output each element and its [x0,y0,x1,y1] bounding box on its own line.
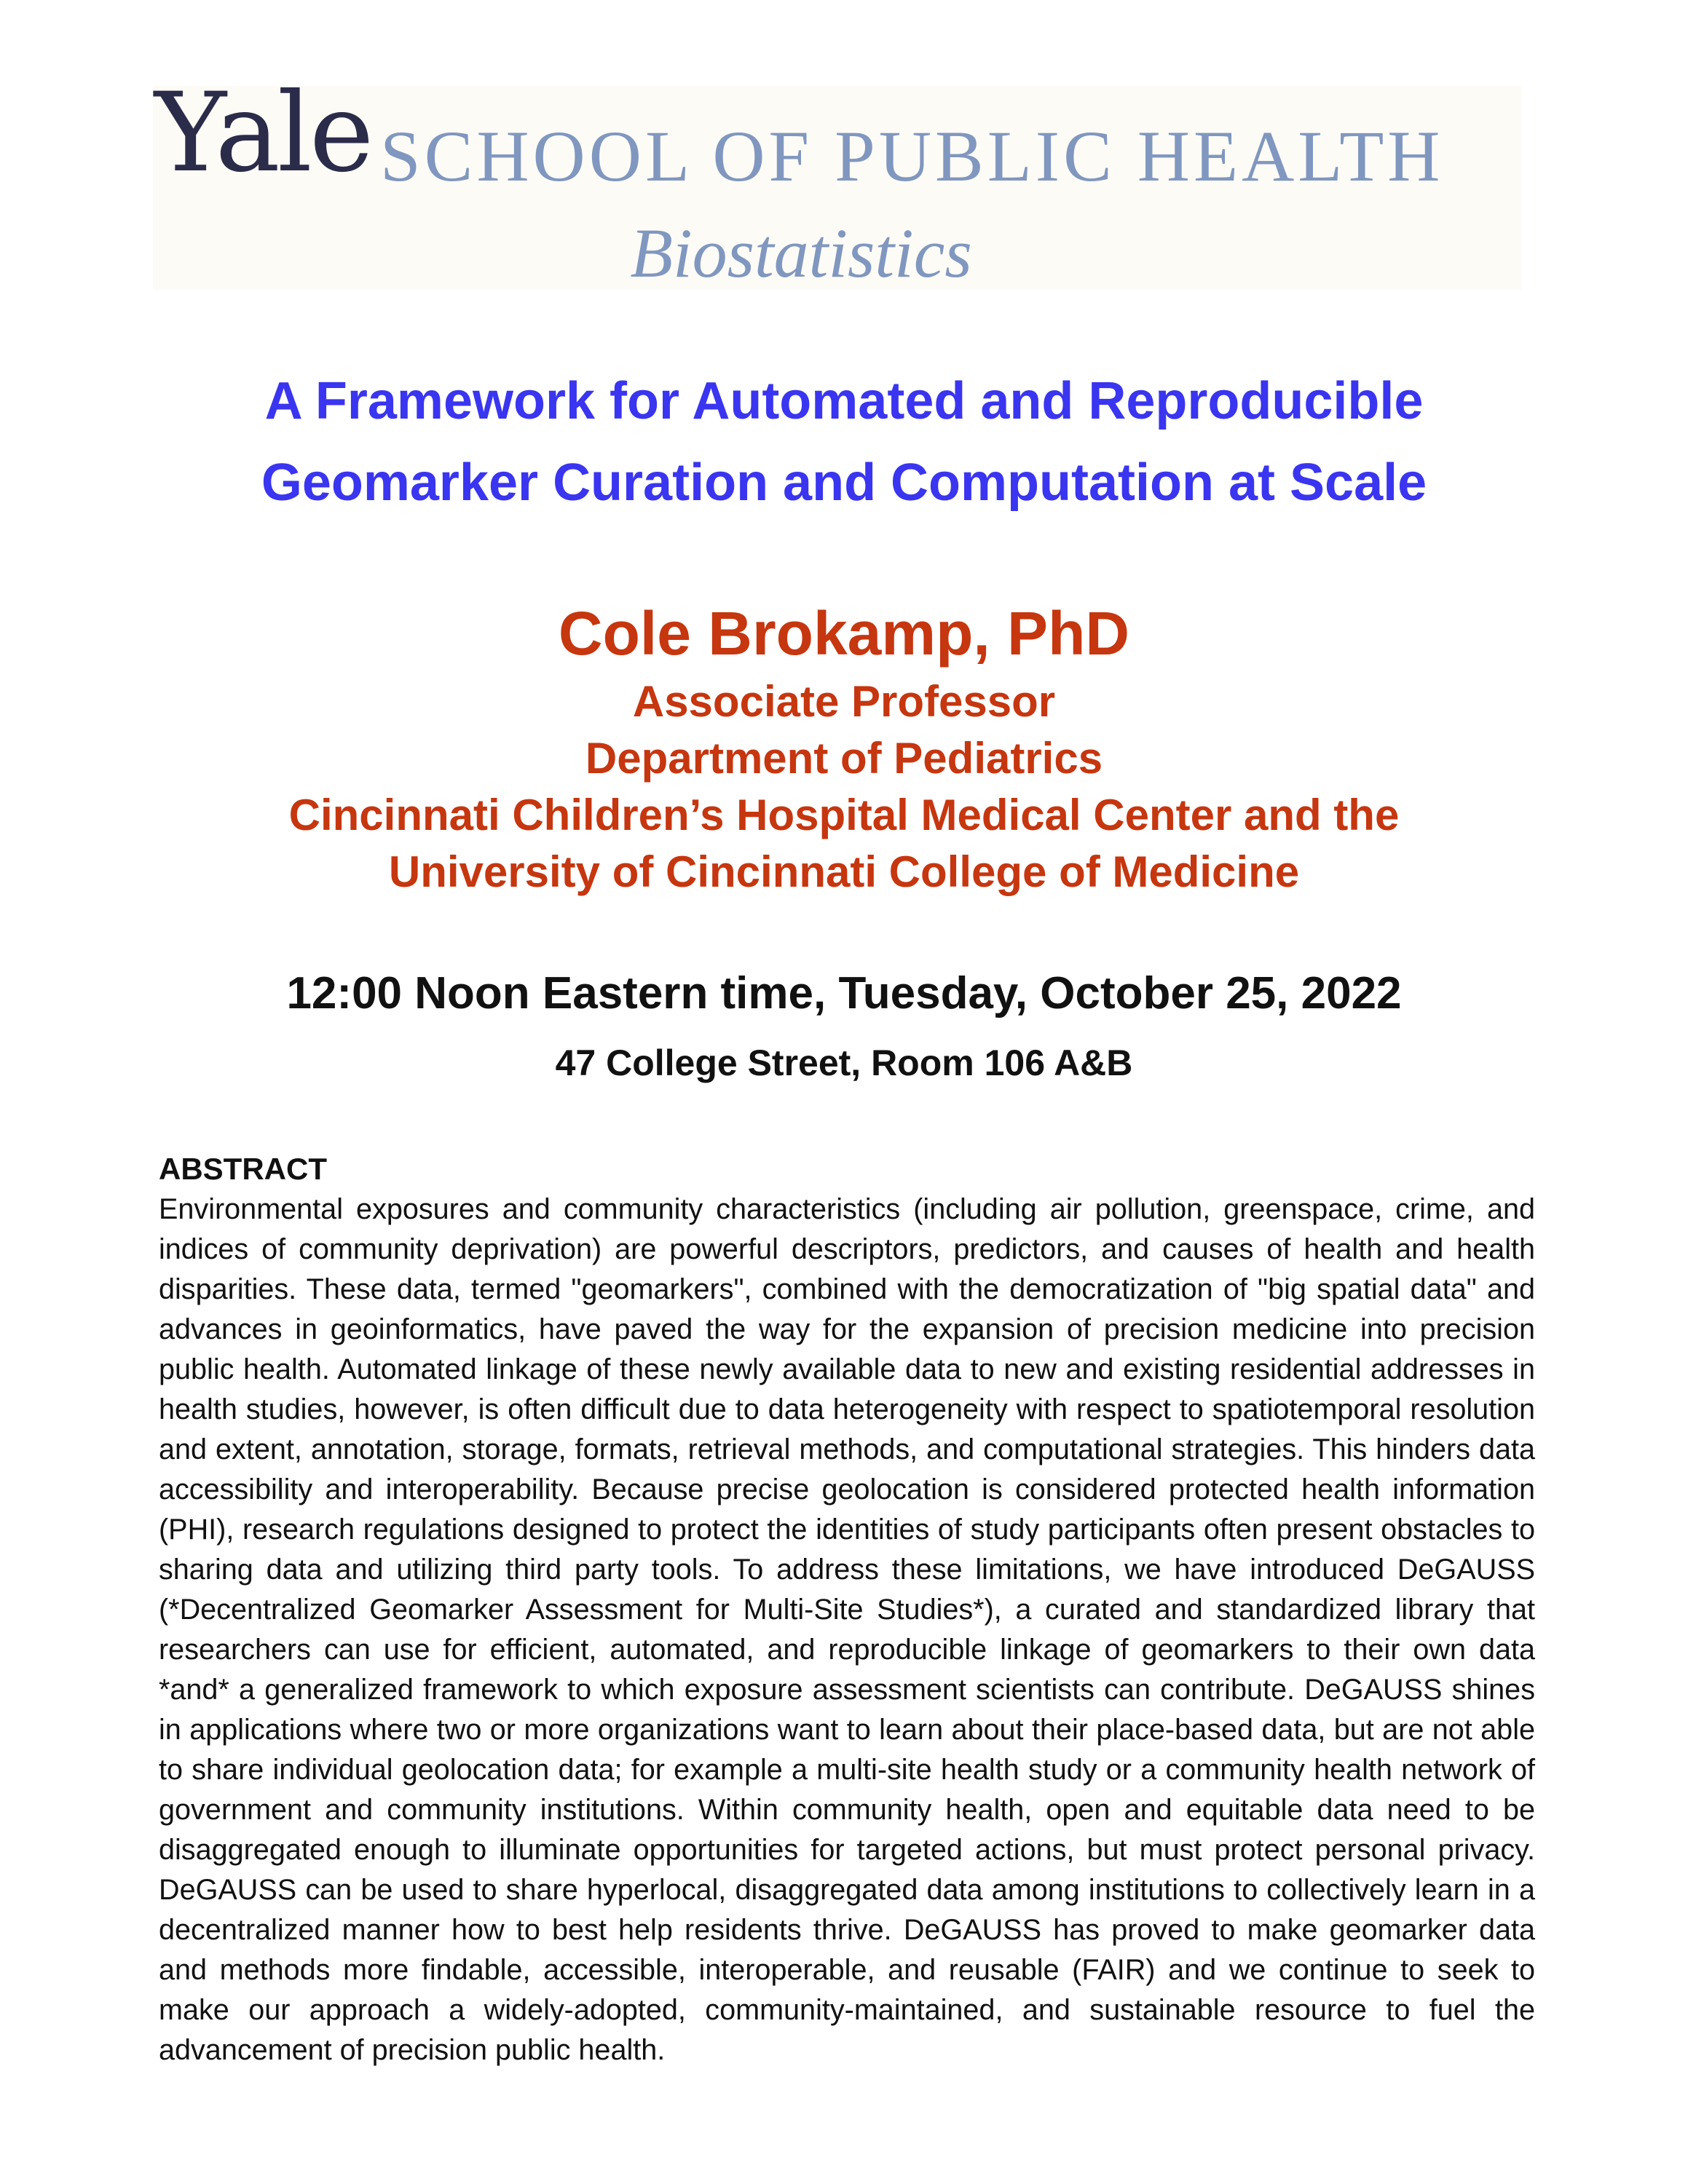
speaker-name: Cole Brokamp, PhD [558,599,1130,668]
speaker-affiliation-line-2: University of Cincinnati College of Medicine [388,847,1300,896]
talk-title-line-1: A Framework for Automated and Reproducible [264,372,1424,430]
talk-title [0,360,1688,523]
logo-department: Biostatistics [630,214,972,292]
logo-school-name: SCHOOL OF PUBLIC HEALTH [380,116,1444,197]
speaker-department: Department of Pediatrics [585,734,1103,783]
talk-title-line-2: Geomarker Curation and Computation at Scale [261,454,1427,512]
abstract-heading: ABSTRACT [159,1152,327,1186]
event-location: 47 College Street, Room 106 A&B [555,1042,1133,1083]
event-time: 12:00 Noon Eastern time, Tuesday, October 25, 2022 [286,968,1402,1018]
speaker-affiliation-line-1: Cincinnati Children’s Hospital Medical Center and the [288,791,1400,839]
logo-yale-wordmark: Yale [154,70,371,197]
speaker-info [0,673,1688,901]
speaker-position: Associate Professor [632,677,1056,726]
abstract-body: Environmental exposures and community characteristics (including air pollution, greenspace, crime, and indices of community deprivation) are powerful descriptors, predictors, and causes of health and health disparities. These data, termed "geomarkers", combined with the democratization of "big spatial data" and advances in geoinformatics, have paved the way for the expansion of precision medicine into precision public health. Automated linkage of these newly available data to new and existing residential addresses in health studies, however, is often difficult due to data heterogeneity with respect to spatiotemporal resolution and extent, annotation, storage, formats, retrieval methods, and computational strategies. This hinders data accessibility and interoperability. Because precise geolocation is considered protected health information (PHI), research regulations designed to protect the identities of study participants often present obstacles to sharing data and utilizing third party tools. To address these limitations, we have introduced DeGAUSS (*Decentralized Geomarker Assessment for Multi-Site Studies*), a curated and standardized library that researchers can use for efficient, automated, and reproducible linkage of geomarkers to their own data *and* a generalized framework to which exposure assessment scientists can contribute. DeGAUSS shines in applications where two or more organizations want to learn about their place-based data, but are not able to share individual geolocation data; for example a multi-site health study or a community health network of government and community institutions. Within community health, open and equitable data need to be disaggregated enough to illuminate opportunities for targeted actions, but must protect personal privacy. DeGAUSS can be used to share hyperlocal, disaggregated data among institutions to collectively learn in a decentralized manner how to best help residents thrive. DeGAUSS has proved to make geomarker data and methods more findable, accessible, interoperable, and reusable (FAIR) and we continue to seek to make our approach a widely-adopted, community-maintained, and sustainable resource to fuel the advancement of precision public health. [159,1193,1535,2066]
